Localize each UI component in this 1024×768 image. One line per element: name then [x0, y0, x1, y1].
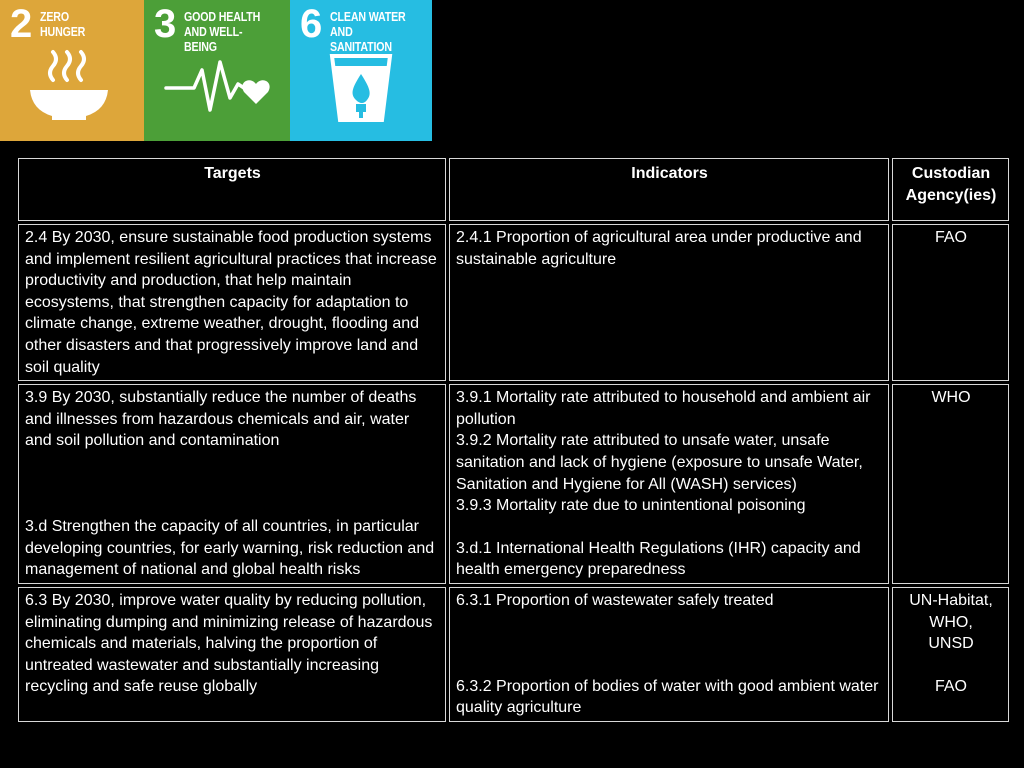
sdg-title: GOOD HEALTH AND WELL-BEING — [184, 9, 261, 54]
header-indicators: Indicators — [449, 158, 889, 221]
agency-text: FAO — [934, 677, 967, 695]
sdg-number: 2 — [10, 2, 33, 46]
agency-text: FAO — [934, 229, 967, 246]
sdg-indicators-table — [15, 155, 1012, 725]
indicator-text: 6.3.1 Proportion of wastewater safely treated — [456, 591, 774, 609]
target-text: 2.4 By 2030, ensure sustainable food production systems and implement resilient agricultural practices that increase productivity and production, that help maintain ecosystems, that strengthen capacity for adaptation to climate change, extreme weather, drought, flooding and other disasters and that progressively improve land and soil quality — [25, 229, 437, 376]
agency-cell — [892, 587, 1009, 722]
table-row — [18, 384, 1009, 584]
sdg-tile-clean-water — [290, 0, 432, 141]
indicator-text: 6.3.2 Proportion of bodies of water with good ambient water quality agriculture — [456, 677, 879, 717]
indicator-text: 3.d.1 International Health Regulations (IHR) capacity and health emergency preparedness — [456, 539, 861, 579]
header-targets: Targets — [18, 158, 446, 221]
sdg-tile-good-health — [144, 0, 290, 141]
heartbeat-icon — [144, 48, 290, 141]
target-cell — [18, 224, 446, 381]
water-glass-icon — [290, 48, 432, 141]
bowl-icon — [0, 48, 144, 141]
sdg-tile-zero-hunger — [0, 0, 144, 141]
target-cell — [18, 587, 446, 722]
agency-text: WHO — [931, 389, 971, 407]
sdg-title: CLEAN WATER AND SANITATION — [330, 9, 406, 54]
indicator-text: 2.4.1 Proportion of agricultural area under productive and sustainable agriculture — [456, 229, 862, 268]
target-text: 3.d Strengthen the capacity of all countries, in particular developing countries, for early warning, risk reduction and management of national and global health risks — [25, 517, 435, 579]
table-row — [18, 587, 1009, 722]
agency-text: UN-Habitat, — [909, 591, 993, 609]
sdg-number: 3 — [154, 2, 177, 46]
agency-cell — [892, 384, 1009, 584]
header-agency-line1: Custodian — [911, 165, 991, 182]
agency-text: UNSD — [928, 635, 974, 653]
target-text: 3.9 By 2030, substantially reduce the number of deaths and illnesses from hazardous chemicals and air, water and soil pollution and contamination — [25, 389, 417, 450]
sdg-title: ZERO HUNGER — [40, 9, 86, 39]
header-custodian-agency — [892, 158, 1009, 221]
sdg-number: 6 — [300, 2, 323, 46]
header-agency-line2: Agency(ies) — [905, 186, 997, 204]
indicator-cell — [449, 587, 889, 722]
indicator-cell — [449, 384, 889, 584]
target-cell — [18, 384, 446, 584]
table-header-row — [18, 158, 1009, 221]
table-row — [18, 224, 1009, 381]
indicator-cell — [449, 224, 889, 381]
indicator-text: 3.9.1 Mortality rate attributed to household and ambient air pollution — [456, 389, 871, 428]
sdg-goal-tiles — [0, 0, 432, 141]
target-text: 6.3 By 2030, improve water quality by reducing pollution, eliminating dumping and minimizing release of hazardous chemicals and materials, halving the proportion of untreated wastewater and substantially increasing recycling and safe reuse globally — [25, 591, 433, 696]
agency-text: WHO, — [929, 613, 973, 631]
indicator-text: 3.9.2 Mortality rate attributed to unsafe water, unsafe sanitation and lack of hygiene (exposure to unsafe Water, Sanitation and Hygiene for All (WASH) services) — [456, 432, 863, 493]
indicator-text: 3.9.3 Mortality rate due to unintentional poisoning — [456, 497, 806, 515]
agency-cell — [892, 224, 1009, 381]
